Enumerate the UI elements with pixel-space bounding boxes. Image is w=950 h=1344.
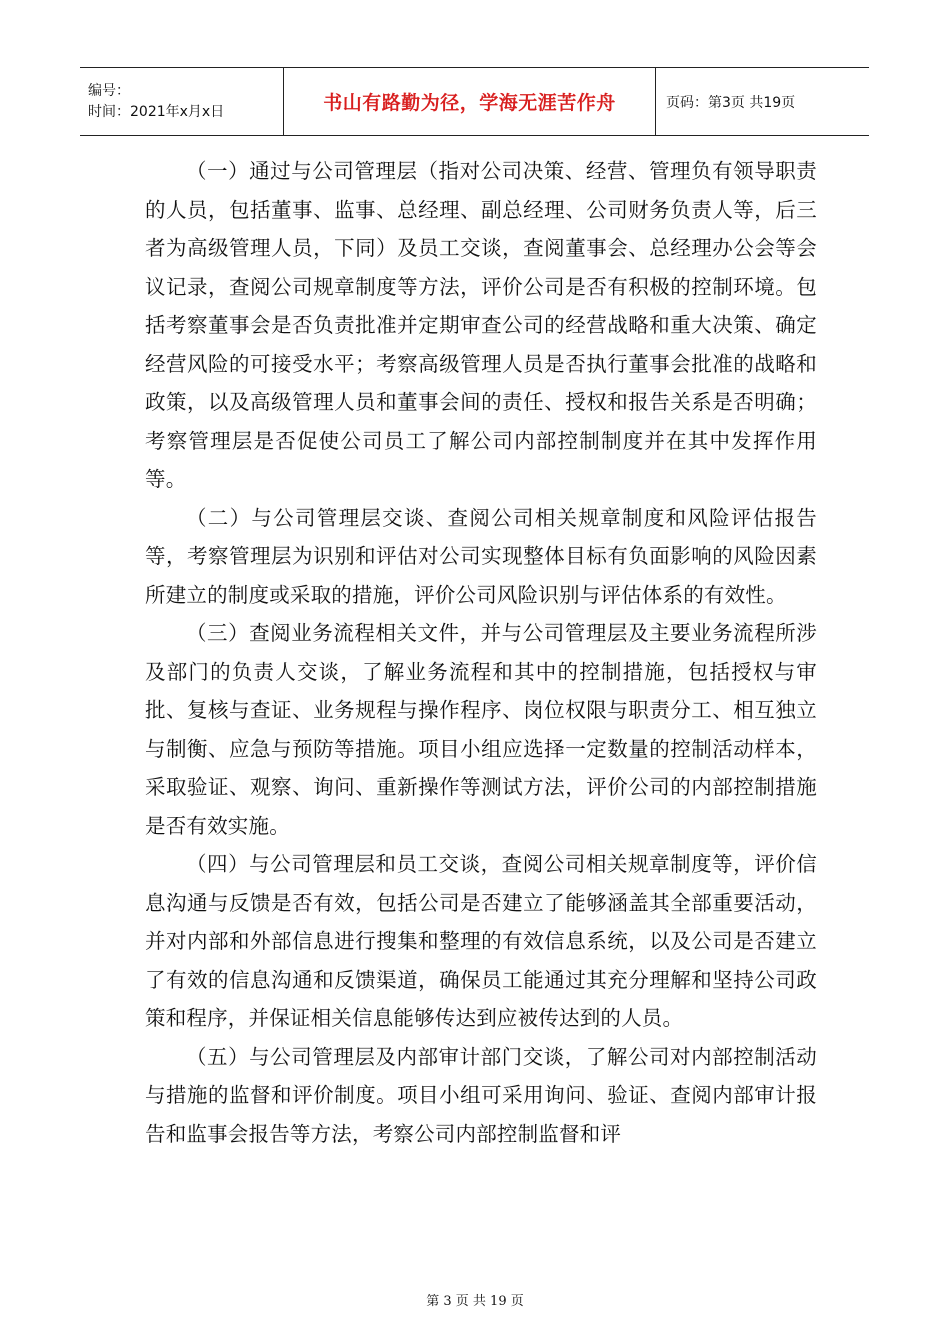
- document-body: [145, 152, 817, 1153]
- paragraph-1: （一）通过与公司管理层（指对公司决策、经营、管理负有领导职责的人员，包括董事、监事、总经理、副总经理、公司财务负责人等，后三者为高级管理人员，下同）及员工交谈，查阅董事会、总经理办公会等会议记录，查阅公司规章制度等方法，评价公司是否有积极的控制环境。包括考察董事会是否负责批准并定期审查公司的经营战略和重大决策、确定经营风险的可接受水平；考察高级管理人员是否执行董事会批准的战略和政策，以及高级管理人员和董事会间的责任、授权和报告关系是否明确；考察管理层是否促使公司员工了解公司内部控制制度并在其中发挥作用等。: [145, 159, 817, 491]
- document-number-label: 编号：: [88, 82, 130, 99]
- header-meta: [80, 68, 284, 135]
- paragraph-3: （三）查阅业务流程相关文件，并与公司管理层及主要业务流程所涉及部门的负责人交谈，了解业务流程和其中的控制措施，包括授权与审批、复核与查证、业务规程与操作程序、岗位权限与职责分工、相互独立与制衡、应急与预防等措施。项目小组应选择一定数量的控制活动样本，采取验证、观察、询问、重新操作等测试方法，评价公司的内部控制措施是否有效实施。: [145, 621, 817, 838]
- paragraph-4: （四）与公司管理层和员工交谈，查阅公司相关规章制度等，评价信息沟通与反馈是否有效，包括公司是否建立了能够涵盖其全部重要活动，并对内部和外部信息进行搜集和整理的有效信息系统，以及公司是否建立了有效的信息沟通和反馈渠道，确保员工能通过其充分理解和坚持公司政策和程序，并保证相关信息能够传达到应被传达到的人员。: [145, 852, 817, 1030]
- document-time-label: 时间：2021年x月x日: [88, 103, 225, 120]
- paragraph-2: （二）与公司管理层交谈、查阅公司相关规章制度和风险评估报告等，考察管理层为识别和评估对公司实现整体目标有负面影响的风险因素所建立的制度或采取的措施，评价公司风险识别与评估体系的有效性。: [145, 505, 817, 607]
- footer-page-number: 第 3 页 共 19 页: [426, 1294, 524, 1309]
- header-page-info-cell: [656, 68, 869, 135]
- paragraph-5: （五）与公司管理层及内部审计部门交谈，了解公司对内部控制活动与措施的监督和评价制度。项目小组可采用询问、验证、查阅内部审计报告和监事会报告等方法，考察公司内部控制监督和评: [145, 1044, 817, 1146]
- page-footer: [0, 1290, 950, 1309]
- header-motto: 书山有路勤为径，学海无涯苦作舟: [323, 92, 616, 114]
- page-header: [80, 67, 869, 136]
- header-motto-cell: [284, 68, 656, 135]
- header-page-info: 页码：第3页 共19页: [666, 94, 796, 111]
